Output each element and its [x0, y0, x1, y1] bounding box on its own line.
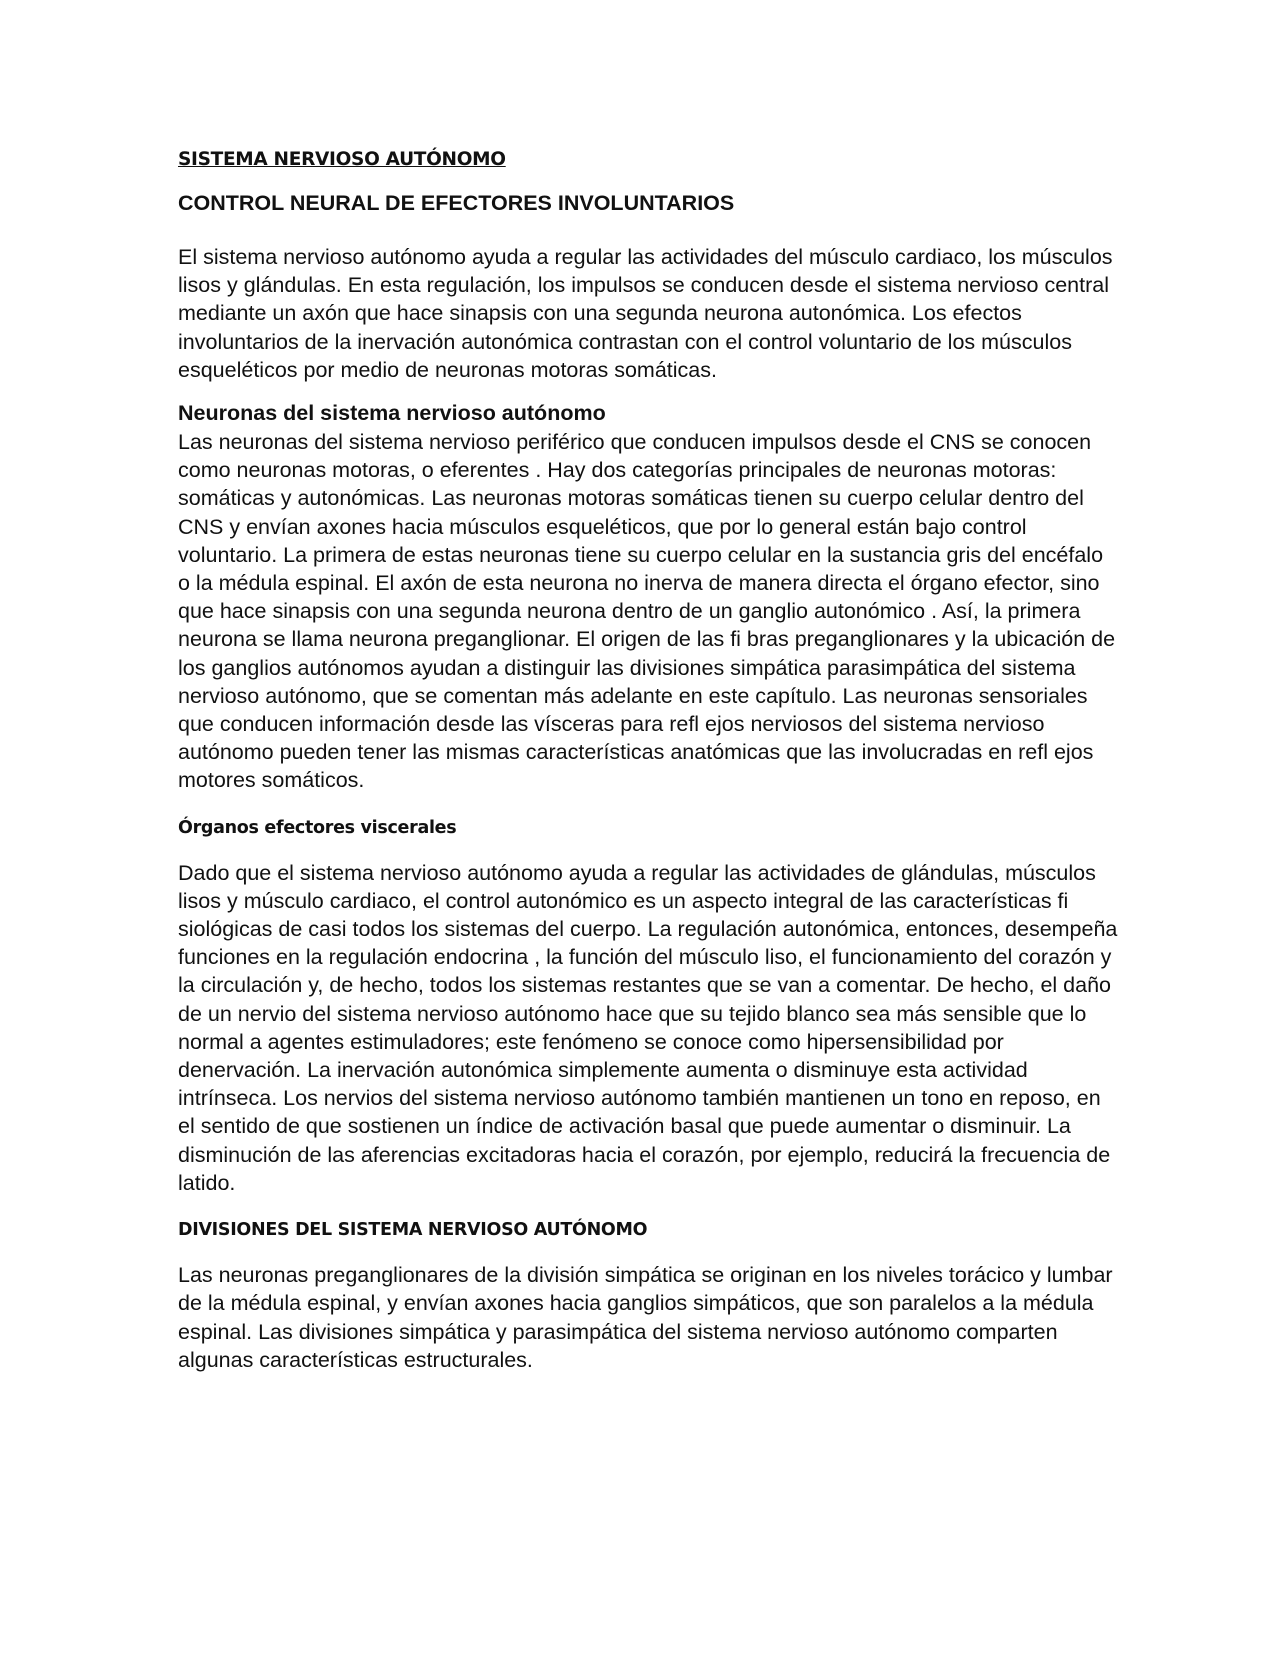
section-body-divisiones: Las neuronas preganglionares de la división simpática se originan en los niveles torácico y lumbar de la médula espinal, y envían axones hacia ganglios simpáticos, que son paralelos a la médula espinal. Las divisiones simpática y parasimpática del sistema nervioso autónomo comparten algunas características estructurales.	[178, 1263, 1113, 1372]
section-body-organos: Dado que el sistema nervioso autónomo ayuda a regular las actividades de glándulas, músculos lisos y músculo cardiaco, el control autonómico es un aspecto integral de las características fi siológicas de casi todos los sistemas del cuerpo. La regulación autonómica, entonces, desempeña funciones en la regulación endocrina , la función del músculo liso, el funcionamiento del corazón y la circulación y, de hecho, todos los sistemas restantes que se van a comentar. De hecho, el daño de un nervio del sistema nervioso autónomo hace que su tejido blanco sea más sensible que lo normal a agentes estimuladores; este fenómeno se conoce como hipersensibilidad por denervación. La inervación autonómica simplemente aumenta o disminuye esta actividad intrínseca. Los nervios del sistema nervioso autónomo también mantienen un tono en reposo, en el sentido de que sostienen un índice de activación basal que puede aumentar o disminuir. La disminución de las aferencias excitadoras hacia el corazón, por ejemplo, reducirá la frecuencia de latido.	[178, 860, 1118, 1195]
section-heading-divisiones: DIVISIONES DEL SISTEMA NERVIOSO AUTÓNOMO	[178, 1220, 648, 1241]
document-title: SISTEMA NERVIOSO AUTÓNOMO	[178, 149, 506, 170]
document-subtitle: CONTROL NEURAL DE EFECTORES INVOLUNTARIOS	[178, 191, 735, 215]
section-heading-organos: Órganos efectores viscerales	[178, 817, 457, 838]
section-body-neuronas: Las neuronas del sistema nervioso periférico que conducen impulsos desde el CNS se conocen como neuronas motoras, o eferentes . Hay dos categorías principales de neuronas motoras: somáticas y autonómicas. Las neuronas motoras somáticas tienen su cuerpo celular dentro del CNS y envían axones hacia músculos esqueléticos, que por lo general están bajo control voluntario. La primera de estas neuronas tiene su cuerpo celular en la sustancia gris del encéfalo o la médula espinal. El axón de esta neurona no inerva de manera directa el órgano efector, sino que hace sinapsis con una segunda neurona dentro de un ganglio autonómico . Así, la primera neurona se llama neurona preganglionar. El origen de las fi bras preganglionares y la ubicación de los ganglios autónomos ayudan a distinguir las divisiones simpática parasimpática del sistema nervioso autónomo, que se comentan más adelante en este capítulo. Las neuronas sensoriales que conducen información desde las vísceras para refl ejos nerviosos del sistema nervioso autónomo pueden tener las mismas características anatómicas que las involucradas en refl ejos motores somáticos.	[178, 430, 1116, 793]
intro-paragraph: El sistema nervioso autónomo ayuda a regular las actividades del músculo cardiaco, los músculos lisos y glándulas. En esta regulación, los impulsos se conducen desde el sistema nervioso central mediante un axón que hace sinapsis con una segunda neurona autonómica. Los efectos involuntarios de la inervación autonómica contrastan con el control voluntario de los músculos esqueléticos por medio de neuronas motoras somáticas.	[178, 245, 1113, 382]
document-page	[178, 146, 1118, 1374]
section-heading-neuronas: Neuronas del sistema nervioso autónomo	[178, 401, 606, 426]
